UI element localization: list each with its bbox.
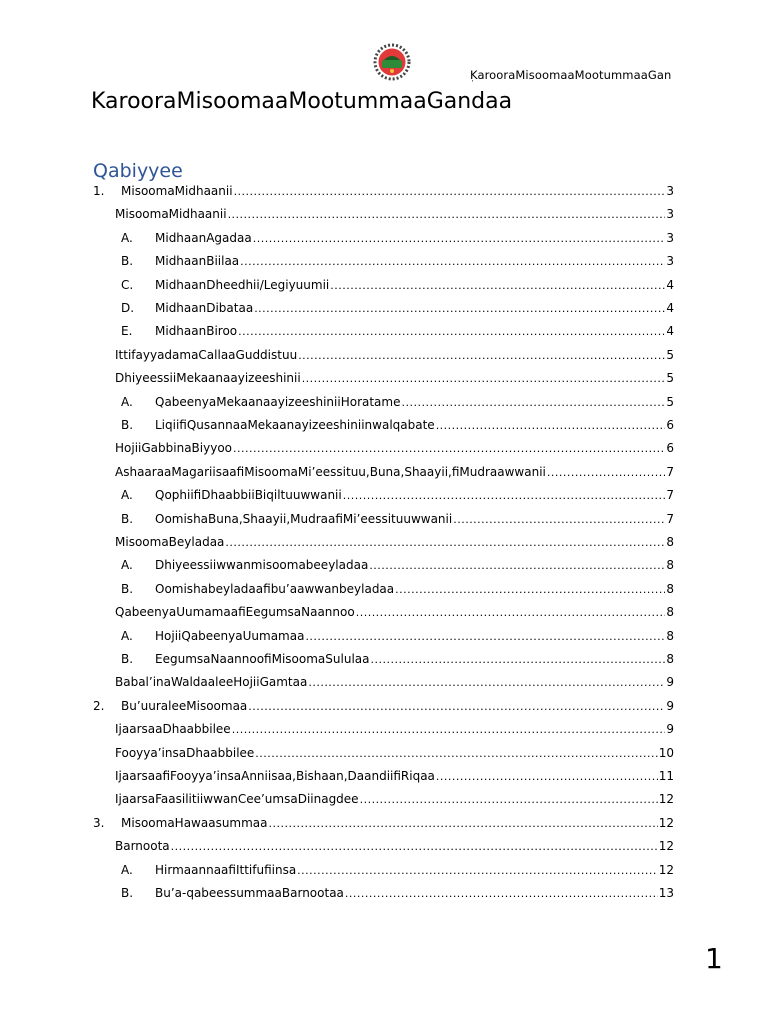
toc-entry-page: 9 <box>666 722 674 737</box>
toc-dot-leader <box>356 606 666 619</box>
toc-entry[interactable] <box>115 348 674 368</box>
toc-entry-title: DhiyeessiiMekaanaayizeeshinii <box>115 371 301 386</box>
toc-entry[interactable] <box>115 722 674 742</box>
toc-entry-page: 8 <box>666 535 674 549</box>
toc-entry[interactable] <box>121 395 674 415</box>
toc-entry-title: Dhiyeessiiwwanmisoomabeeyladaa <box>155 558 369 573</box>
toc-entry[interactable] <box>115 839 674 859</box>
toc-dot-leader <box>255 747 657 760</box>
toc-entry-page: 7 <box>666 511 674 526</box>
toc-entry-page: 3 <box>666 184 674 198</box>
toc-entry-page: 5 <box>666 371 674 386</box>
toc-entry[interactable] <box>115 675 674 695</box>
toc-entry-title: IjaarsaaDhaabbilee <box>115 722 231 737</box>
toc-entry-title: Fooyya’insaDhaabbilee <box>115 745 255 760</box>
toc-heading: Qabiyyee <box>93 160 183 182</box>
toc-dot-leader <box>401 396 665 409</box>
toc-entry-number: A. <box>121 488 133 503</box>
toc-entry-page: 9 <box>666 698 674 713</box>
toc-dot-leader <box>225 536 665 549</box>
toc-entry-number: B. <box>121 581 134 596</box>
toc-entry-title: MisoomaHawaasummaa <box>121 815 268 830</box>
toc-entry-page: 6 <box>666 418 674 432</box>
toc-entry[interactable] <box>121 652 674 672</box>
toc-entry[interactable] <box>121 629 674 649</box>
toc-entry-page: 3 <box>666 230 674 245</box>
toc-dot-leader <box>297 864 658 877</box>
toc-entry[interactable] <box>121 558 674 578</box>
toc-entry[interactable] <box>115 605 674 625</box>
toc-entry-page: 12 <box>658 862 674 877</box>
toc-dot-leader <box>254 302 665 315</box>
toc-entry-title: OomishaBuna,Shaayii,MudraafiMi’eessituuwwanii <box>155 511 453 526</box>
running-header: KaroorаMisoomaaMootummaaGan <box>470 68 672 82</box>
toc-entry-number: 3. <box>93 815 105 830</box>
document-title: KarooraMisoomaaMootummaaGandaa <box>91 89 513 114</box>
toc-entry-title: Barnoota <box>115 839 170 854</box>
toc-dot-leader <box>436 419 666 432</box>
toc-dot-leader <box>298 349 665 362</box>
toc-entry[interactable] <box>93 184 674 204</box>
toc-entry-page: 6 <box>666 441 674 456</box>
toc-entry-page: 3 <box>666 254 674 269</box>
toc-entry-title: QabeenyaUumamaafiEegumsaNaannoo <box>115 605 355 620</box>
toc-entry-title: Bu’a-qabeessummaaBarnootaa <box>155 886 344 900</box>
toc-entry-title: AshaaraaMagariisaafiMisoomaMi’eessituu,Buna,Shaayii,fiMudraawwanii <box>115 464 546 479</box>
header-mark: ' <box>472 80 474 87</box>
toc-entry-page: 7 <box>666 464 674 479</box>
toc-dot-leader <box>369 559 665 572</box>
toc-entry[interactable] <box>121 254 674 274</box>
toc-entry-page: 7 <box>666 488 674 503</box>
toc-dot-leader <box>228 208 666 221</box>
toc-entry-number: B. <box>121 254 134 269</box>
toc-entry-number: A. <box>121 628 133 643</box>
toc-entry-title: Oomishabeyladaafibu’aawwanbeyladaa <box>155 581 395 596</box>
toc-entry-number: A. <box>121 230 133 245</box>
toc-entry-title: MidhaanAgadaa <box>155 230 252 245</box>
toc-entry-number: 2. <box>93 698 105 713</box>
toc-entry-number: D. <box>121 301 135 315</box>
toc-entry-page: 8 <box>666 558 674 573</box>
toc-entry[interactable] <box>121 418 674 438</box>
toc-entry[interactable] <box>121 301 674 321</box>
toc-entry-title: IttifayyadamaCallaaGuddistuu <box>115 347 298 362</box>
toc-entry-title: MidhaanBiroo <box>155 324 238 339</box>
toc-entry-page: 11 <box>658 769 674 783</box>
toc-entry-title: Babal’inaWaldaaleeHojiiGamtaa <box>115 675 308 690</box>
toc-entry[interactable] <box>115 746 674 766</box>
toc-entry-page: 8 <box>666 605 674 620</box>
toc-dot-leader <box>305 630 665 643</box>
toc-entry-number: A. <box>121 862 133 877</box>
toc-entry[interactable] <box>115 371 674 391</box>
toc-entry-page: 4 <box>666 324 674 339</box>
toc-dot-leader <box>308 676 665 689</box>
toc-entry[interactable] <box>121 488 674 508</box>
page-number: 1 <box>705 942 723 975</box>
toc-entry-title: HojiiGabbinaBiyyoo <box>115 441 232 456</box>
toc-dot-leader <box>302 372 666 385</box>
toc-entry-page: 5 <box>666 394 674 409</box>
toc-entry-page: 9 <box>666 675 674 690</box>
toc-entry-title: Bu’uuraleeMisoomaa <box>121 698 248 713</box>
toc-entry-title: LiqiifiQusannaaMekaanayizeeshiniinwalqabate <box>155 418 435 432</box>
toc-dot-leader <box>238 325 665 338</box>
toc-dot-leader <box>436 770 658 783</box>
toc-dot-leader <box>395 583 665 596</box>
toc-entry-number: B. <box>121 418 134 432</box>
toc-entry[interactable] <box>93 699 674 719</box>
toc-entry[interactable] <box>121 324 674 344</box>
toc-entry-title: MidhaanDheedhii/Legiyuumii <box>155 277 330 292</box>
toc-entry-number: B. <box>121 652 134 666</box>
toc-dot-leader <box>233 442 665 455</box>
toc-entry[interactable] <box>115 207 674 227</box>
toc-dot-leader <box>453 513 665 526</box>
toc-entry-page: 5 <box>666 347 674 362</box>
toc-dot-leader <box>240 255 665 268</box>
toc-entry[interactable] <box>115 465 674 485</box>
toc-entry[interactable] <box>121 886 674 906</box>
toc-entry-page: 3 <box>666 207 674 222</box>
toc-entry-page: 4 <box>666 277 674 292</box>
toc-entry-title: IjaarsaafiFooyya’insaAnniisaa,Bishaan,DaandiifiRiqaa <box>115 769 435 783</box>
toc-entry-title: MidhaanDibataa <box>155 301 254 315</box>
toc-entry-title: EegumsaNaannoofiMisoomaSululaa <box>155 652 370 666</box>
toc-entry-page: 4 <box>666 301 674 315</box>
toc-entry-title: MisoomaMidhaanii <box>115 207 227 222</box>
toc-entry-number: E. <box>121 324 133 339</box>
toc-entry-number: A. <box>121 394 133 409</box>
toc-entry-title: HojiiQabeenyaUumamaa <box>155 628 305 643</box>
toc-dot-leader <box>248 700 665 713</box>
toc-entry-page: 12 <box>658 839 674 854</box>
toc-dot-leader <box>343 489 666 502</box>
toc-entry[interactable] <box>121 231 674 251</box>
toc-entry-title: HirmaannaafiIttifufiinsa <box>155 862 297 877</box>
toc-entry[interactable] <box>121 863 674 883</box>
toc-dot-leader <box>171 840 658 853</box>
toc-entry-number: C. <box>121 277 134 292</box>
toc-entry[interactable] <box>115 769 674 789</box>
party-emblem-icon <box>373 42 411 82</box>
toc-entry[interactable] <box>121 278 674 298</box>
toc-entry-title: MisoomaBeyladaa <box>115 535 225 549</box>
toc-entry[interactable] <box>115 535 674 555</box>
toc-entry-title: QophiifiDhaabbiiBiqiltuuwwanii <box>155 488 342 503</box>
toc-entry-page: 8 <box>666 628 674 643</box>
toc-entry-page: 8 <box>666 652 674 666</box>
toc-dot-leader <box>232 723 666 736</box>
toc-entry-page: 12 <box>658 815 674 830</box>
toc-entry-page: 12 <box>658 792 674 807</box>
toc-entry-title: MisoomaMidhaanii <box>121 184 233 198</box>
toc-entry-title: IjaarsaFaasilitiiwwanCee’umsaDiinagdee <box>115 792 359 807</box>
toc-dot-leader <box>253 232 666 245</box>
toc-entry-number: 1. <box>93 184 105 198</box>
toc-entry-page: 10 <box>658 745 674 760</box>
toc-entry-number: A. <box>121 558 133 573</box>
toc-entry[interactable] <box>121 582 674 602</box>
toc-entry[interactable] <box>93 816 674 836</box>
toc-entry-number: B. <box>121 511 134 526</box>
toc-dot-leader <box>360 793 658 806</box>
toc-entry-title: MidhaanBiilaa <box>155 254 240 269</box>
toc-entry-page: 13 <box>658 886 674 900</box>
toc-entry[interactable] <box>115 792 674 812</box>
toc-entry[interactable] <box>115 441 674 461</box>
toc-dot-leader <box>330 279 665 292</box>
toc-dot-leader <box>547 466 665 479</box>
toc-entry-number: B. <box>121 886 134 900</box>
toc-dot-leader <box>234 185 666 198</box>
toc-dot-leader <box>345 887 658 900</box>
toc-dot-leader <box>269 817 658 830</box>
toc-entry-page: 8 <box>666 581 674 596</box>
toc-entry[interactable] <box>121 512 674 532</box>
toc-dot-leader <box>371 653 666 666</box>
toc-entry-title: QabeenyaMekaanaayizeeshiniiHoratame <box>155 394 401 409</box>
